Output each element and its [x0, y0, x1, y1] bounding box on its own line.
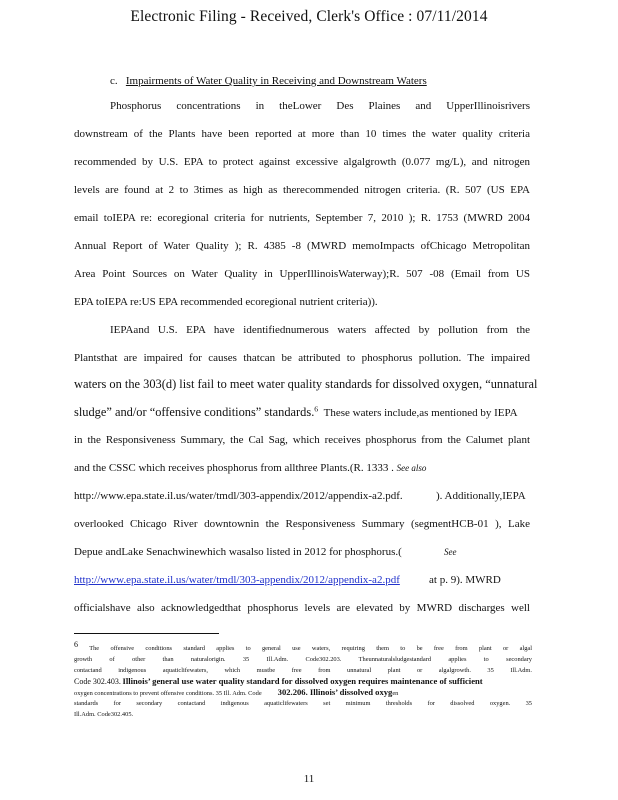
- see-also-signal: See also: [396, 463, 427, 473]
- paragraph-2-line: overlooked Chicago River downtownin the Responsiveness Summary (segmentHCB-01 ), Lake: [74, 518, 530, 530]
- footnote-line: Ill.Adm. Code302.405.: [74, 711, 134, 718]
- footnote-number: 6: [74, 639, 78, 649]
- footnote-line: contactand indigenous aquaticlifewaters, which mustbe free from unnatural plant or algalgrowth. 35 Ill.Adm.: [74, 667, 532, 674]
- section-heading-label: c.: [110, 75, 118, 87]
- lake-depue-text: Depue andLake Senachwinewhich wasalso listed in 2012 for phosphorus.(: [74, 546, 402, 558]
- paragraph-2-line: [74, 490, 530, 503]
- footnote-line: [74, 639, 532, 653]
- paragraph-2-line: [74, 406, 530, 420]
- paragraph-1-line: Phosphorus concentrations in theLower Des Plaines and UpperIllinoisrivers: [110, 100, 530, 112]
- section-heading: [110, 75, 566, 88]
- page-number: 11: [303, 773, 315, 785]
- footnote-bold-text: Illinois’ general use water quality standard for dissolved oxygen requires maintenance of sufficient: [122, 676, 483, 686]
- footnote-line: [74, 677, 532, 687]
- footnote-bold-text: 302.206. Illinois’ dissolved oxyg: [277, 687, 393, 697]
- paragraph-1-line: Annual Report of Water Quality ); R. 4385 -8 (MWRD memoImpacts ofChicago Metropolitan: [74, 240, 530, 252]
- plain-url: http://www.epa.state.il.us/water/tmdl/303-appendix/2012/appendix-a2.pdf.: [74, 490, 403, 502]
- footnote-reference[interactable]: 6: [314, 404, 319, 414]
- footnote-line: growth of other than naturalorigin. 35 Ill.Adm. Code302.203. Theunnaturalsludgestandard applies to secondary: [74, 656, 532, 663]
- standards-sentence: sludge” and/or “offensive conditions” standards.: [74, 405, 315, 419]
- footnote-text: oxygen concentrations to prevent offensive conditions. 35 Ill. Adm. Code: [74, 690, 262, 697]
- see-signal: See: [444, 547, 457, 557]
- appendix-link[interactable]: http://www.epa.state.il.us/water/tmdl/303-appendix/2012/appendix-a2.pdf: [74, 574, 400, 586]
- footnote-code: Code 302.403.: [74, 677, 121, 686]
- paragraph-2-line: in the Responsiveness Summary, the Cal Sag, which receives phosphorus from the Calumet plant: [74, 434, 530, 446]
- paragraph-2-line: [74, 574, 530, 587]
- paragraph-1-line: levels are found at 2 to 3times as high as therecommended nitrogen criteria. (R. 507 (US EPA: [74, 184, 530, 196]
- footnote-line: [74, 688, 532, 698]
- additionally-text: ). Additionally,IEPA: [436, 490, 526, 502]
- paragraph-1-line: recommended by U.S. EPA to protect against excessive algalgrowth (0.077 mg/L), and nitrogen: [74, 156, 530, 168]
- paragraph-2-line: [74, 546, 530, 559]
- paragraph-1-line: email toIEPA re: ecoregional criteria for nutrients, September 7, 2010 ); R. 1753 (MWRD 2004: [74, 212, 530, 224]
- standards-sentence-rest: These waters include,as mentioned by IEPA: [323, 407, 518, 419]
- paragraph-1-line: Area Point Sources on Water Quality in UpperIllinoisWaterway);R. 507 -08 (Email from US: [74, 268, 530, 280]
- filing-stamp-header: Electronic Filing - Received, Clerk's Office : 07/11/2014: [130, 8, 488, 25]
- paragraph-1-line: downstream of the Plants have been reported at more than 10 times the water quality criteria: [74, 128, 530, 140]
- footnote-line: standards for secondary contactand indigenous aquaticlifewaters set minimum thresholds for dissolved oxygen. 35: [74, 700, 532, 707]
- section-heading-title: Impairments of Water Quality in Receiving and Downstream Waters: [125, 75, 427, 87]
- paragraph-2-line: waters on the 303(d) list fail to meet water quality standards for dissolved oxygen, “unnatural: [74, 377, 538, 391]
- paragraph-2-line: IEPAand U.S. EPA have identifiednumerous waters affected by pollution from the: [110, 324, 530, 336]
- paragraph-2-line: Plantsthat are impaired for causes thatcan be attributed to phosphorus pollution. The impaired: [74, 352, 530, 364]
- citation-text: and the CSSC which receives phosphorus from allthree Plants.(R. 1333 .: [74, 462, 394, 474]
- paragraph-2-line: officialshave also acknowledgedthat phosphorus levels are elevated by MWRD discharges well: [74, 602, 530, 614]
- footnote-text: en: [392, 690, 399, 697]
- link-trailing-text: at p. 9). MWRD: [429, 574, 501, 586]
- paragraph-2-line: [74, 462, 530, 475]
- paragraph-1-line: EPA toIEPA re:US EPA recommended ecoregional nutrient criteria)).: [74, 296, 378, 308]
- footnote-text: The offensive conditions standard applies to general use waters, requiring them to be free from plant or algal: [89, 645, 532, 652]
- footnote-divider: [74, 633, 219, 634]
